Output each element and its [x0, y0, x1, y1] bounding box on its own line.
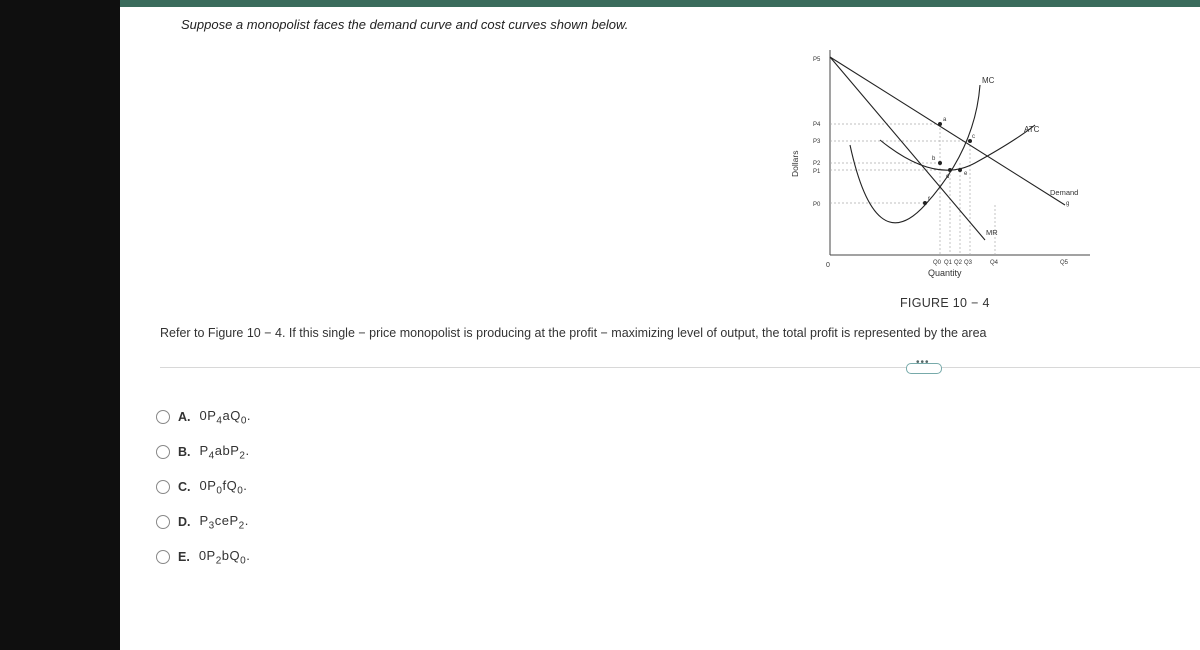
origin-label: 0	[826, 262, 830, 269]
quantity-label-q0: Q0	[933, 260, 942, 266]
option-text-part: 0P	[198, 547, 216, 563]
option-text-part: fQ	[222, 477, 238, 493]
option-text-part: 0P	[199, 477, 217, 493]
guide-lines	[830, 124, 995, 255]
option-text-part: bQ	[221, 547, 241, 563]
option-text-part: 0P	[199, 407, 217, 423]
option-end: .	[246, 407, 251, 423]
answer-option[interactable]	[156, 474, 251, 500]
radio-button[interactable]	[156, 480, 170, 494]
mr-label: MR	[986, 228, 998, 237]
point-label-c: c	[972, 134, 975, 140]
question-text: Refer to Figure 10 − 4. If this single − price monopolist is producing at the profit − maximizing level of output, the total profit is represented by the area	[160, 326, 987, 340]
price-label-p1: P1	[813, 169, 821, 175]
more-label: •••	[916, 357, 930, 368]
mc-curve	[850, 85, 980, 223]
price-label-p3: P3	[813, 139, 821, 145]
option-end: .	[245, 442, 250, 458]
answer-option[interactable]	[156, 544, 251, 570]
option-text	[200, 408, 252, 427]
option-end: .	[243, 477, 248, 493]
option-text	[200, 443, 250, 462]
option-text-part: P	[199, 442, 209, 458]
option-text-part: P	[199, 512, 209, 528]
divider	[160, 367, 1200, 368]
question-prompt: Suppose a monopolist faces the demand curve and cost curves shown below.	[181, 17, 629, 32]
option-end: .	[246, 547, 251, 563]
expand-more-button[interactable]	[906, 357, 942, 374]
x-axis-label: Quantity	[928, 268, 962, 278]
figure-10-4	[760, 45, 1100, 290]
option-text-part: ceP	[214, 512, 239, 528]
point-label-g: g	[1066, 201, 1070, 207]
point-label-f: f	[928, 197, 930, 203]
option-letter: E.	[178, 550, 190, 564]
option-subscript: 2	[238, 520, 245, 532]
quantity-label-q4: Q4	[990, 260, 999, 266]
option-text-part: abP	[214, 442, 240, 458]
option-subscript: 2	[215, 555, 222, 567]
point-label-d: d	[946, 174, 950, 180]
quantity-label-q1: Q1	[944, 260, 953, 266]
figure-caption: FIGURE 10 − 4	[900, 296, 990, 310]
top-bar	[120, 0, 1200, 7]
price-label-p5: P5	[813, 57, 821, 63]
radio-button[interactable]	[156, 445, 170, 459]
option-subscript: 4	[208, 450, 215, 462]
atc-label: ATC	[1024, 125, 1040, 134]
price-label-p0: P0	[813, 202, 821, 208]
option-text	[200, 478, 248, 497]
point-label-b: b	[932, 156, 936, 162]
demand-label: Demand	[1050, 188, 1079, 197]
option-end: .	[244, 512, 249, 528]
option-subscript: 0	[240, 555, 247, 567]
option-subscript: 2	[239, 450, 246, 462]
quantity-label-q2: Q2	[954, 260, 963, 266]
option-subscript: 3	[208, 520, 215, 532]
answer-option[interactable]	[156, 404, 251, 430]
radio-button[interactable]	[156, 410, 170, 424]
point-label-e: e	[964, 171, 968, 177]
option-subscript: 0	[237, 485, 244, 497]
atc-curve	[880, 125, 1035, 170]
radio-button[interactable]	[156, 515, 170, 529]
point-label-a: a	[943, 117, 947, 123]
answer-option[interactable]	[156, 509, 251, 535]
option-letter: C.	[178, 480, 191, 494]
option-text	[200, 513, 249, 532]
option-subscript: 0	[240, 415, 247, 427]
option-text	[199, 548, 251, 567]
y-axis-label: Dollars	[790, 150, 800, 177]
quantity-label-q5: Q5	[1060, 260, 1069, 266]
option-letter: A.	[178, 410, 191, 424]
answer-options	[156, 404, 251, 579]
question-page	[120, 0, 1200, 650]
price-label-p2: P2	[813, 161, 821, 167]
mr-curve	[830, 57, 985, 240]
curve-points	[923, 122, 972, 205]
option-letter: B.	[178, 445, 191, 459]
option-subscript: 4	[216, 415, 223, 427]
radio-button[interactable]	[156, 550, 170, 564]
mc-label: MC	[982, 76, 995, 85]
price-label-p4: P4	[813, 122, 821, 128]
option-text-part: aQ	[222, 407, 241, 423]
option-subscript: 0	[216, 485, 223, 497]
answer-option[interactable]	[156, 439, 251, 465]
quantity-label-q3: Q3	[964, 260, 973, 266]
option-letter: D.	[178, 515, 191, 529]
